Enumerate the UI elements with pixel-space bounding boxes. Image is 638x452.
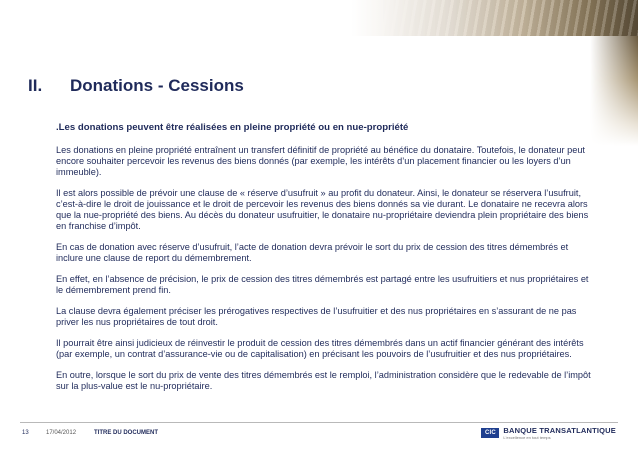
logo-name: BANQUE TRANSATLANTIQUE — [503, 426, 616, 435]
footer-divider — [20, 422, 618, 423]
logo-badge: CIC — [481, 428, 499, 438]
footer-doc-title: TITRE DU DOCUMENT — [94, 430, 158, 436]
logo-tagline: L'excellence en tout temps — [503, 435, 551, 440]
section-number: II. — [28, 76, 43, 95]
paragraph-1: Les donations en pleine propriété entraînent un transfert définitif de propriété au bénéfice du donataire. Toutefois, le donateur peut encore souhaiter percevoir les revenus des biens donnés (par exemple, les intérêts d’un placement financier ou les loyers d’un immeuble). — [56, 145, 585, 177]
bank-logo — [481, 426, 616, 440]
paragraph-5: La clause devra également préciser les prérogatives respectives de l’usufruitier et des nus propriétaires en s’assurant de ne pas priver les nus propriétaires de tout droit. — [56, 306, 577, 327]
slide-title — [28, 76, 244, 96]
body-content — [56, 122, 596, 402]
footer-date: 17/04/2012 — [46, 430, 77, 436]
side-decoration — [590, 36, 638, 146]
paragraph-2: Il est alors possible de prévoir une clause de « réserve d’usufruit » au profit du donateur. Ainsi, le donateur se réservera l’usufruit, c’est-à-dire le droit de jouissance et le droit de percevoir les revenus des biens donnés sa vie durant. Le donataire ne recevra alors que la nue-propriété des biens. Au décès du donateur usufruitier, le donataire nu-propriétaire deviendra plein propriétaire des biens en franchise d’impôt. — [56, 188, 589, 231]
lead-sentence: .Les donations peuvent être réalisées en pleine propriété ou en nue-propriété — [56, 122, 409, 133]
paragraph-3: En cas de donation avec réserve d’usufruit, l’acte de donation devra prévoir le sort du prix de cession des titres démembrés et inclure une clause de report du démembrement. — [56, 242, 569, 263]
page-number: 13 — [22, 430, 29, 436]
header-decoration — [0, 0, 638, 36]
paragraph-6: Il pourrait être ainsi judicieux de réinvestir le produit de cession des titres démembrés dans un actif financier générant des intérêts (par exemple, un contrat d’assurance-vie ou de capitalisation) en précisant les pouvoirs de l’usufruitier et des nus propriétaires. — [56, 338, 584, 359]
paragraph-7: En outre, lorsque le sort du prix de vente des titres démembrés est le remploi, l’administration considère que le redevable de l’impôt sur la plus-value est le nu-propriétaire. — [56, 370, 591, 391]
footer — [0, 426, 638, 444]
paragraph-4: En effet, en l’absence de précision, le prix de cession des titres démembrés est partagé entre les usufruitiers et nus propriétaires et le démembrement prend fin. — [56, 274, 589, 295]
title-text: Donations - Cessions — [70, 76, 244, 95]
